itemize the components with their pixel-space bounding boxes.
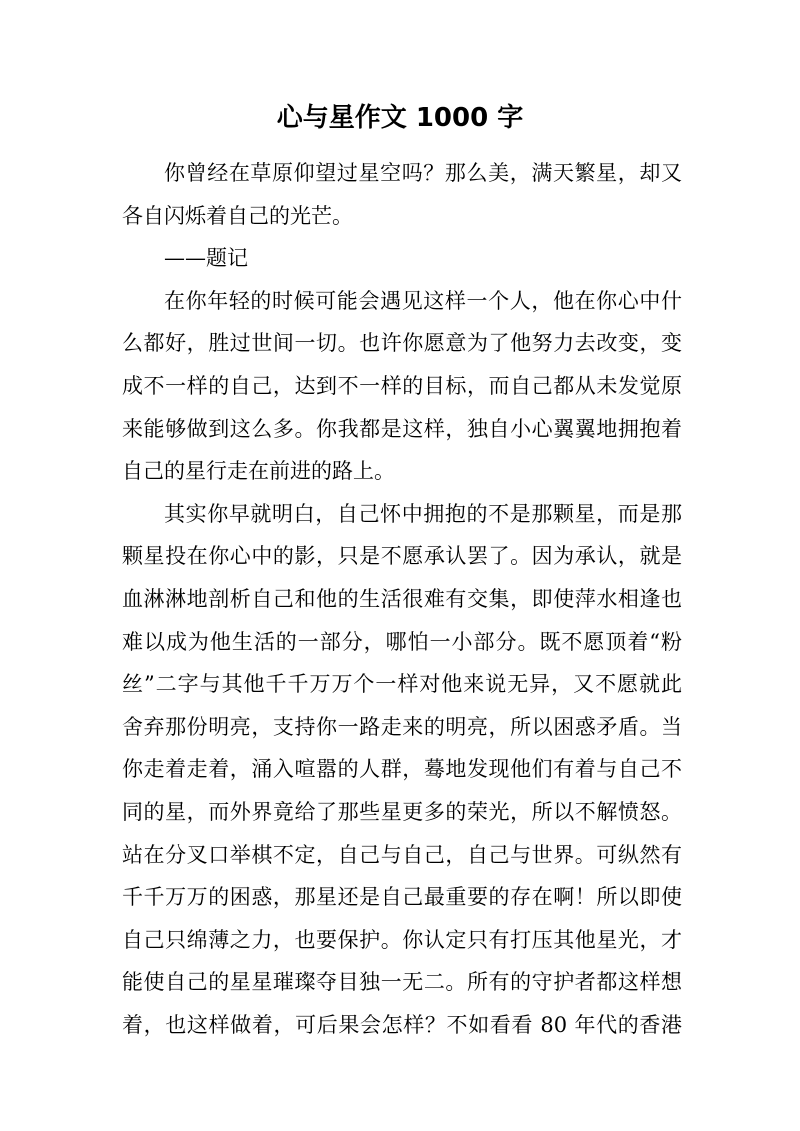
text-line: 其实你早就明白，自己怀中拥抱的不是那颗星，而是那 bbox=[164, 501, 682, 526]
text-line: 来能够做到这么多。你我都是这样，独自小心翼翼地拥抱着 bbox=[122, 416, 682, 441]
document-body bbox=[122, 152, 682, 1046]
text-line: 舍弃那份明亮，支持你一路走来的明亮，所以困惑矛盾。当 bbox=[122, 714, 682, 739]
text-line: 各自闪烁着自己的光芒。 bbox=[122, 203, 353, 228]
text-line: 站在分叉口举棋不定，自己与自己，自己与世界。可纵然有 bbox=[122, 842, 682, 867]
text-line: 么都好，胜过世间一切。也许你愿意为了他努力去改变，变 bbox=[122, 331, 682, 356]
text-line: ——题记 bbox=[164, 246, 248, 271]
text-line: 颗星投在你心中的影，只是不愿承认罢了。因为承认，就是 bbox=[122, 544, 682, 569]
text-line: 成不一样的自己，达到不一样的目标，而自己都从未发觉原 bbox=[122, 373, 682, 398]
text-line: 你走着走着，涌入喧嚣的人群，蓦地发现他们有着与自己不 bbox=[122, 757, 682, 782]
text-line: 着，也这样做着，可后果会怎样？不如看看 80 年代的香港 bbox=[122, 1012, 682, 1037]
text-line: 能使自己的星星璀璨夺目独一无二。所有的守护者都这样想 bbox=[122, 970, 682, 995]
text-line: 在你年轻的时候可能会遇见这样一个人，他在你心中什 bbox=[164, 288, 682, 313]
text-line: 千千万万的困惑，那星还是自己最重要的存在啊！所以即使 bbox=[122, 885, 682, 910]
text-line: 难以成为他生活的一部分，哪怕一小部分。既不愿顶着“粉 bbox=[122, 629, 682, 654]
text-line: 你曾经在草原仰望过星空吗？那么美，满天繁星，却又 bbox=[164, 161, 682, 185]
document-title: 心与星作文 1000 字 bbox=[276, 103, 524, 133]
text-line: 自己只绵薄之力，也要保护。你认定只有打压其他星光，才 bbox=[122, 927, 682, 952]
text-line: 血淋淋地剖析自己和他的生活很难有交集，即使萍水相逢也 bbox=[122, 586, 682, 611]
text-line: 同的星，而外界竟给了那些星更多的荣光，所以不解愤怒。 bbox=[122, 799, 682, 824]
text-line: 自己的星行走在前进的路上。 bbox=[122, 459, 395, 484]
text-line: 丝”二字与其他千千万万个一样对他来说无异，又不愿就此 bbox=[122, 672, 682, 697]
